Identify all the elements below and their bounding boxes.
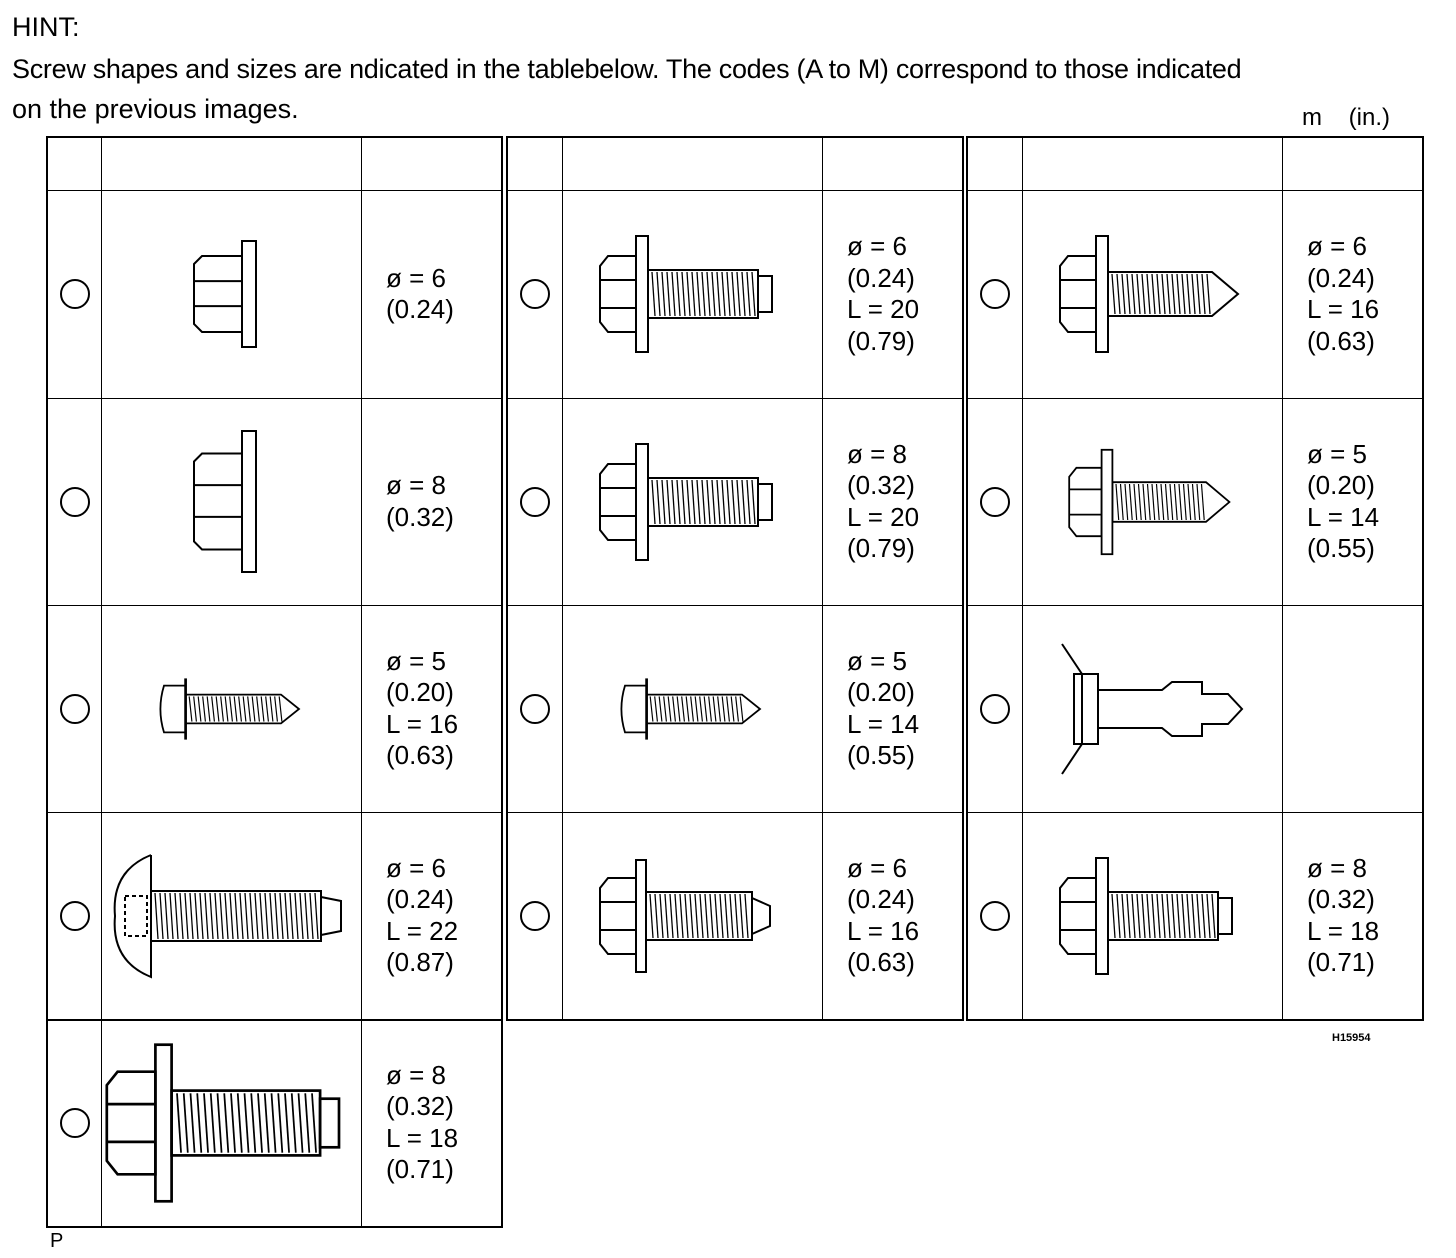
table-row-rule xyxy=(46,1019,503,1021)
table-column-rule xyxy=(1422,136,1424,1020)
table-column-rule xyxy=(46,1019,48,1227)
table-row-rule xyxy=(46,812,503,813)
table-row-rule xyxy=(966,1019,1424,1021)
code-badge-b xyxy=(520,279,550,309)
table-row-rule xyxy=(46,398,503,399)
code-badge-a xyxy=(60,279,90,309)
size-value-j: ø = 6 (0.24) L = 22 (0.87) xyxy=(386,852,459,977)
hint-line-1: Screw shapes and sizes are ndicated in the tablebelow. The codes (A to M) correspond to those indicated xyxy=(12,54,1242,84)
flange-bolt-icon xyxy=(592,856,792,981)
table-row-rule xyxy=(506,190,964,191)
flange-screw-icon xyxy=(155,673,308,750)
figure-id: H15954 xyxy=(1332,1032,1371,1044)
table-row-rule xyxy=(506,812,964,813)
table-column-rule xyxy=(361,136,362,1020)
washer-bolt-icon xyxy=(1052,856,1252,981)
table-row-rule xyxy=(966,605,1424,606)
table-column-rule xyxy=(46,136,48,1020)
dome-bolt-icon xyxy=(111,851,351,986)
table-row-rule xyxy=(506,136,964,138)
size-value-c: ø = 6 (0.24) L = 16 (0.63) xyxy=(1307,231,1380,356)
table-column-rule xyxy=(1022,136,1023,1020)
hint-label: HINT: xyxy=(12,12,80,42)
flange-nut-icon xyxy=(186,429,276,579)
table-row-rule xyxy=(46,190,503,191)
size-value-k: ø = 6 (0.24) L = 16 (0.63) xyxy=(847,852,920,977)
size-value-g: ø = 5 (0.20) L = 16 (0.63) xyxy=(386,645,459,770)
code-badge-k xyxy=(520,901,550,931)
code-badge-h xyxy=(520,694,550,724)
code-badge-e xyxy=(520,487,550,517)
code-badge-d xyxy=(60,487,90,517)
table-row-rule xyxy=(966,812,1424,813)
code-badge-c xyxy=(980,279,1010,309)
washer-bolt-icon xyxy=(96,1042,366,1209)
table-row-rule xyxy=(46,136,503,138)
size-value-a: ø = 6 (0.24) xyxy=(386,262,454,324)
code-badge-l xyxy=(980,901,1010,931)
unit-label: m (in.) xyxy=(1302,104,1390,131)
tapping-screw-icon xyxy=(1062,448,1242,561)
table-column-rule xyxy=(501,136,503,1020)
table-column-rule xyxy=(562,136,563,1020)
table-row-rule xyxy=(506,1019,964,1021)
table-column-rule xyxy=(962,136,964,1020)
table-row-rule xyxy=(46,1226,503,1228)
table-column-rule xyxy=(822,136,823,1020)
code-badge-g xyxy=(60,694,90,724)
flange-nut-icon xyxy=(186,239,276,354)
code-badge-m xyxy=(60,1108,90,1138)
code-badge-f xyxy=(980,487,1010,517)
table-column-rule xyxy=(101,136,102,1020)
table-row-rule xyxy=(966,190,1424,191)
size-value-h: ø = 5 (0.20) L = 14 (0.55) xyxy=(847,645,920,770)
size-value-d: ø = 8 (0.32) xyxy=(386,470,454,532)
clip-icon xyxy=(1052,634,1252,789)
size-value-e: ø = 8 (0.32) L = 20 (0.79) xyxy=(847,438,920,563)
footer-mark: P xyxy=(50,1230,64,1252)
table-column-rule xyxy=(506,136,508,1020)
table-row-rule xyxy=(506,398,964,399)
washer-bolt-icon xyxy=(592,234,792,359)
code-badge-j xyxy=(60,901,90,931)
table-column-rule xyxy=(1282,136,1283,1020)
table-row-rule xyxy=(506,605,964,606)
size-value-m: ø = 8 (0.32) L = 18 (0.71) xyxy=(386,1059,459,1184)
size-value-f: ø = 5 (0.20) L = 14 (0.55) xyxy=(1307,438,1380,563)
table-column-rule xyxy=(501,1019,503,1227)
table-row-rule xyxy=(966,398,1424,399)
table-column-rule xyxy=(966,136,968,1020)
hint-line-2: on the previous images. xyxy=(12,94,299,124)
size-value-l: ø = 8 (0.32) L = 18 (0.71) xyxy=(1307,852,1380,977)
table-row-rule xyxy=(46,605,503,606)
tapping-screw-icon xyxy=(1052,234,1252,359)
code-badge-i xyxy=(980,694,1010,724)
size-value-b: ø = 6 (0.24) L = 20 (0.79) xyxy=(847,231,920,356)
washer-bolt-icon xyxy=(592,442,792,567)
table-row-rule xyxy=(966,136,1424,138)
flange-screw-icon xyxy=(616,673,769,750)
